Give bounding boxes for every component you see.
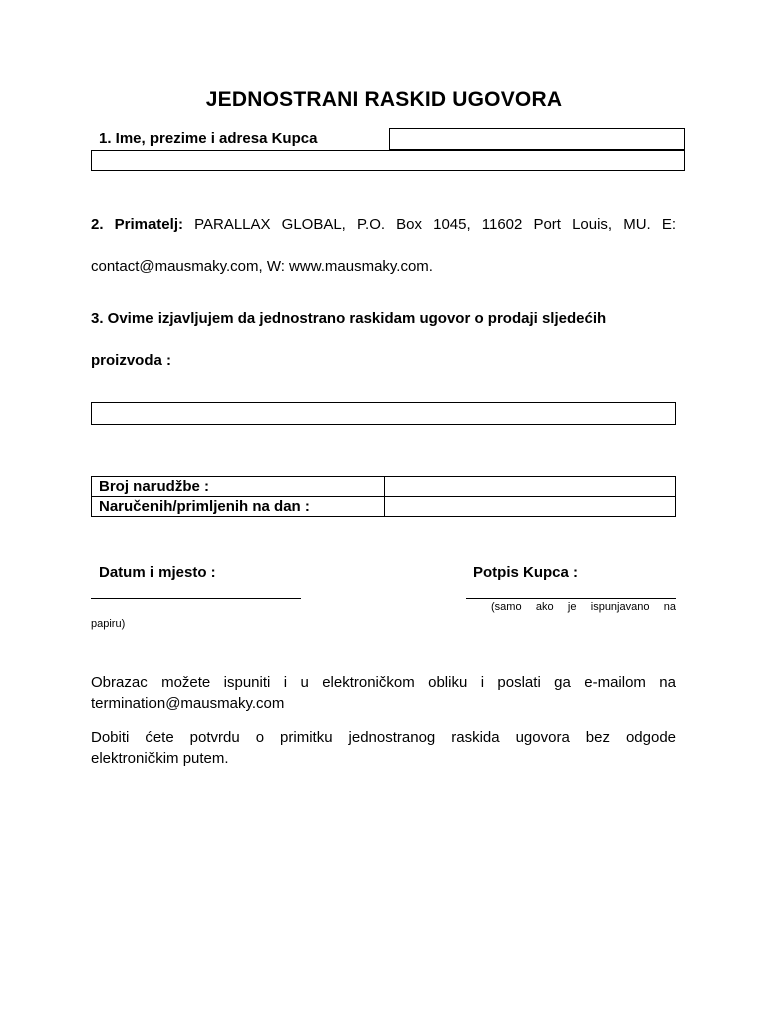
section2-line1 xyxy=(91,216,676,233)
signature-note-line1: (samo ako je ispunjavano na xyxy=(491,601,676,613)
section2-line2: contact@mausmaky.com, W: www.mausmaky.com. xyxy=(91,258,433,275)
signature-note-line2: papiru) xyxy=(91,618,126,630)
footer-p1-line1: Obrazac možete ispuniti i u elektroničkom obliku i poslati ga e-mailom na xyxy=(91,674,676,691)
order-table xyxy=(91,476,676,517)
order-number-field[interactable] xyxy=(385,477,676,497)
customer-signature-label: Potpis Kupca : xyxy=(473,564,579,581)
table-row xyxy=(92,497,676,517)
order-number-label: Broj narudžbe : xyxy=(92,477,385,497)
date-place-label: Datum i mjesto : xyxy=(99,564,216,581)
section1-label: 1. Ime, prezime i adresa Kupca xyxy=(99,130,318,147)
table-row xyxy=(92,477,676,497)
products-field[interactable] xyxy=(91,402,676,425)
customer-address-field[interactable] xyxy=(91,150,685,171)
section2-recipient: PARALLAX GLOBAL, P.O. Box 1045, 11602 Port Louis, MU. E: xyxy=(194,216,676,233)
section2-label: 2. Primatelj: xyxy=(91,216,183,233)
section3-line2: proizvoda : xyxy=(91,352,172,369)
document-title: JEDNOSTRANI RASKID UGOVORA xyxy=(205,88,563,111)
signature-line[interactable] xyxy=(466,598,676,599)
order-date-label: Naručenih/primljenih na dan : xyxy=(92,497,385,517)
section3-line1: 3. Ovime izjavljujem da jednostrano raskidam ugovor o prodaji sljedećih xyxy=(91,310,607,327)
customer-name-field[interactable] xyxy=(389,128,685,150)
order-date-field[interactable] xyxy=(385,497,676,517)
footer-p2-line2: elektroničkim putem. xyxy=(91,750,229,767)
footer-p1-line2: termination@mausmaky.com xyxy=(91,695,285,712)
date-place-line[interactable] xyxy=(91,598,301,599)
footer-p2-line1: Dobiti ćete potvrdu o primitku jednostranog raskida ugovora bez odgode xyxy=(91,729,676,746)
